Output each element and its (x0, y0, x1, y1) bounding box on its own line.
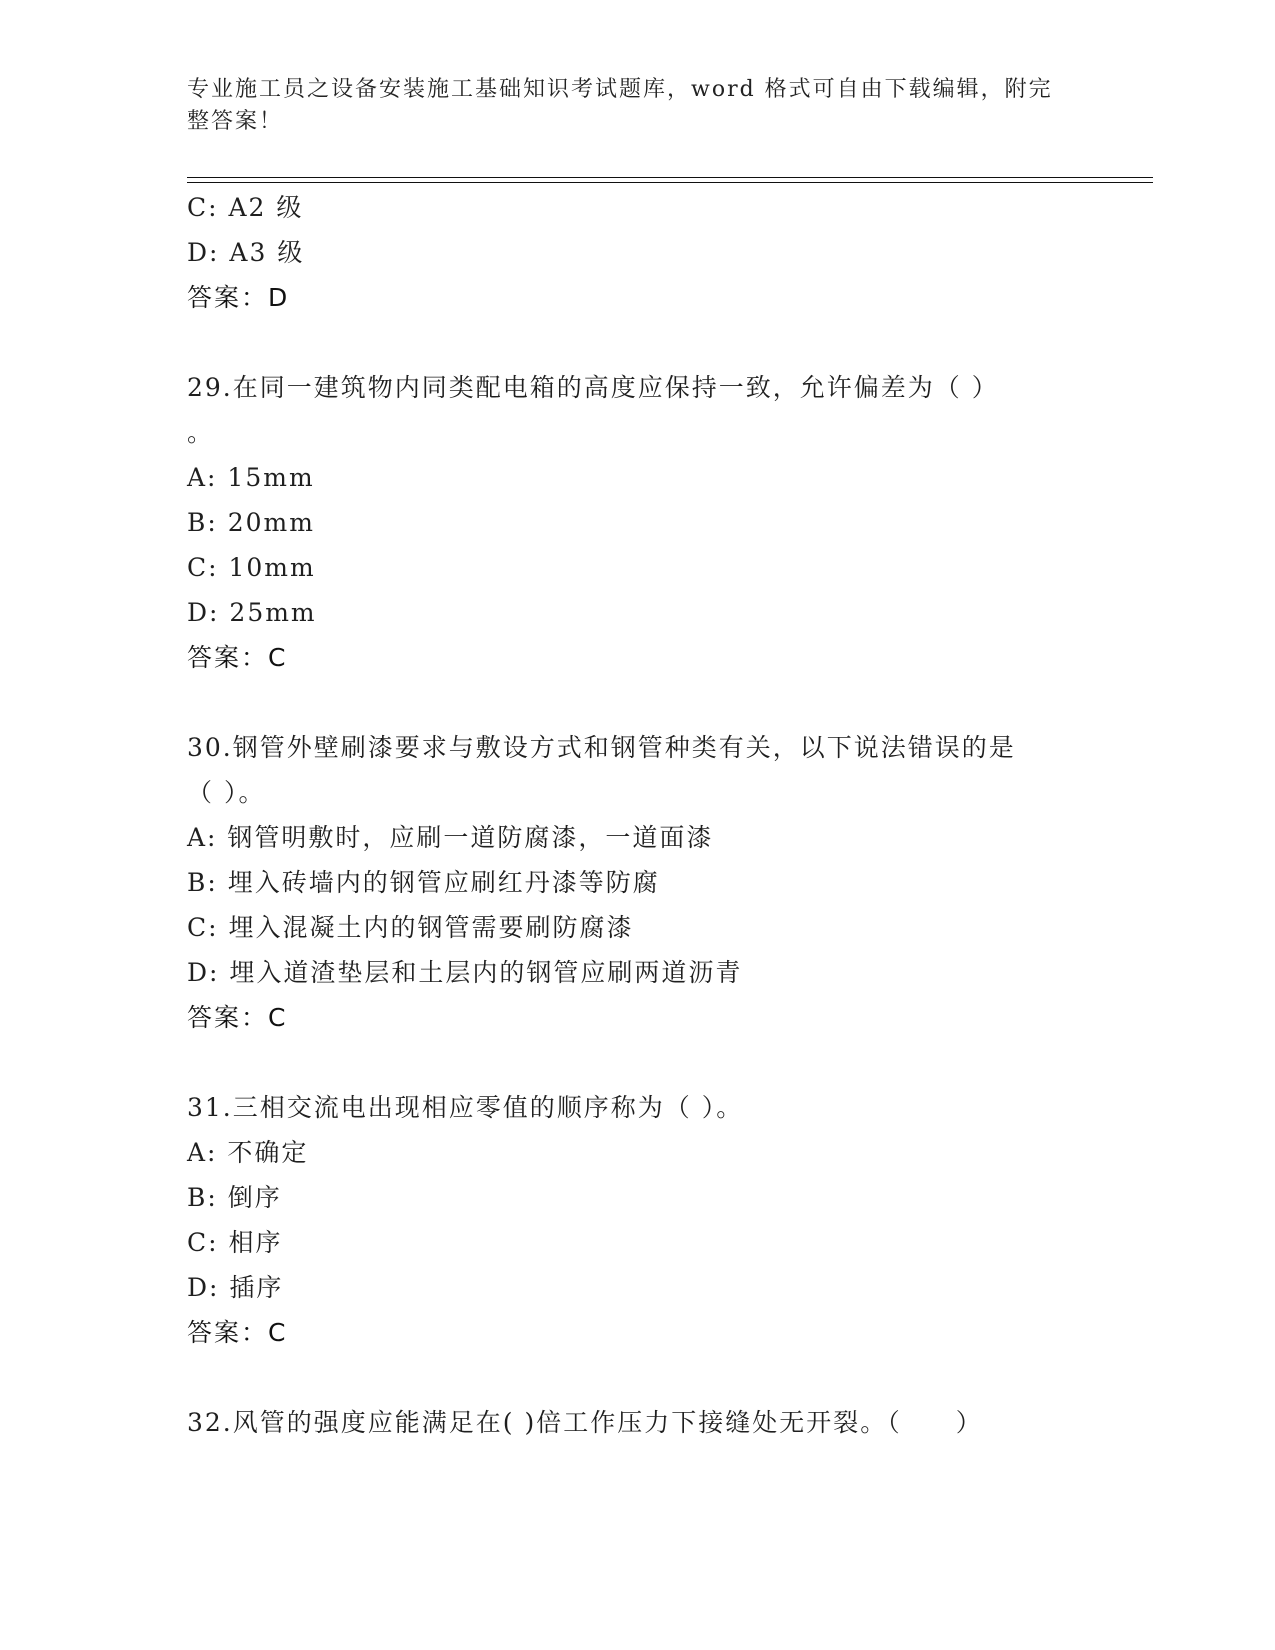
question-31-text: 31.三相交流电出现相应零值的顺序称为（ ）。 (187, 1093, 744, 1122)
prev-answer: 答案：D (187, 283, 290, 312)
question-29-option-d: D: 25mm (187, 598, 317, 627)
header-divider-bottom (187, 182, 1153, 183)
header-line-1: 专业施工员之设备安装施工基础知识考试题库，word 格式可自由下载编辑，附完 (187, 77, 1053, 102)
prev-option-c: C: A2 级 (187, 193, 304, 222)
question-30-text-cont: （ ）。 (187, 778, 266, 807)
question-29-option-c: C: 10mm (187, 553, 316, 582)
question-31-option-a: A: 不确定 (187, 1138, 309, 1167)
question-29-text: 29.在同一建筑物内同类配电箱的高度应保持一致，允许偏差为（ ） (187, 373, 999, 402)
question-29-answer: 答案：C (187, 643, 288, 672)
header-line-2: 整答案！ (187, 109, 284, 134)
question-31-option-c: C: 相序 (187, 1228, 283, 1257)
question-31-answer: 答案：C (187, 1318, 288, 1347)
document-header (187, 74, 1067, 138)
question-30-option-c: C: 埋入混凝土内的钢管需要刷防腐漆 (187, 913, 634, 942)
question-32-text: 32.风管的强度应能满足在( )倍工作压力下接缝处无开裂。（ ） (187, 1408, 983, 1437)
question-31-option-d: D: 插序 (187, 1273, 284, 1302)
question-29-option-a: A: 15mm (187, 463, 315, 492)
question-30-option-d: D: 埋入道渣垫层和土层内的钢管应刷两道沥青 (187, 958, 743, 987)
question-30-text: 30.钢管外壁刷漆要求与敷设方式和钢管种类有关，以下说法错误的是 (187, 733, 1016, 762)
prev-option-d: D: A3 级 (187, 238, 305, 267)
question-29-option-b: B: 20mm (187, 508, 315, 537)
question-31-option-b: B: 倒序 (187, 1183, 282, 1212)
question-30-option-b: B: 埋入砖墙内的钢管应刷红丹漆等防腐 (187, 868, 660, 897)
header-divider-top (187, 177, 1153, 178)
question-30-option-a: A: 钢管明敷时，应刷一道防腐漆，一道面漆 (187, 823, 714, 852)
question-29-text-cont: 。 (187, 418, 215, 447)
question-30-answer: 答案：C (187, 1003, 288, 1032)
